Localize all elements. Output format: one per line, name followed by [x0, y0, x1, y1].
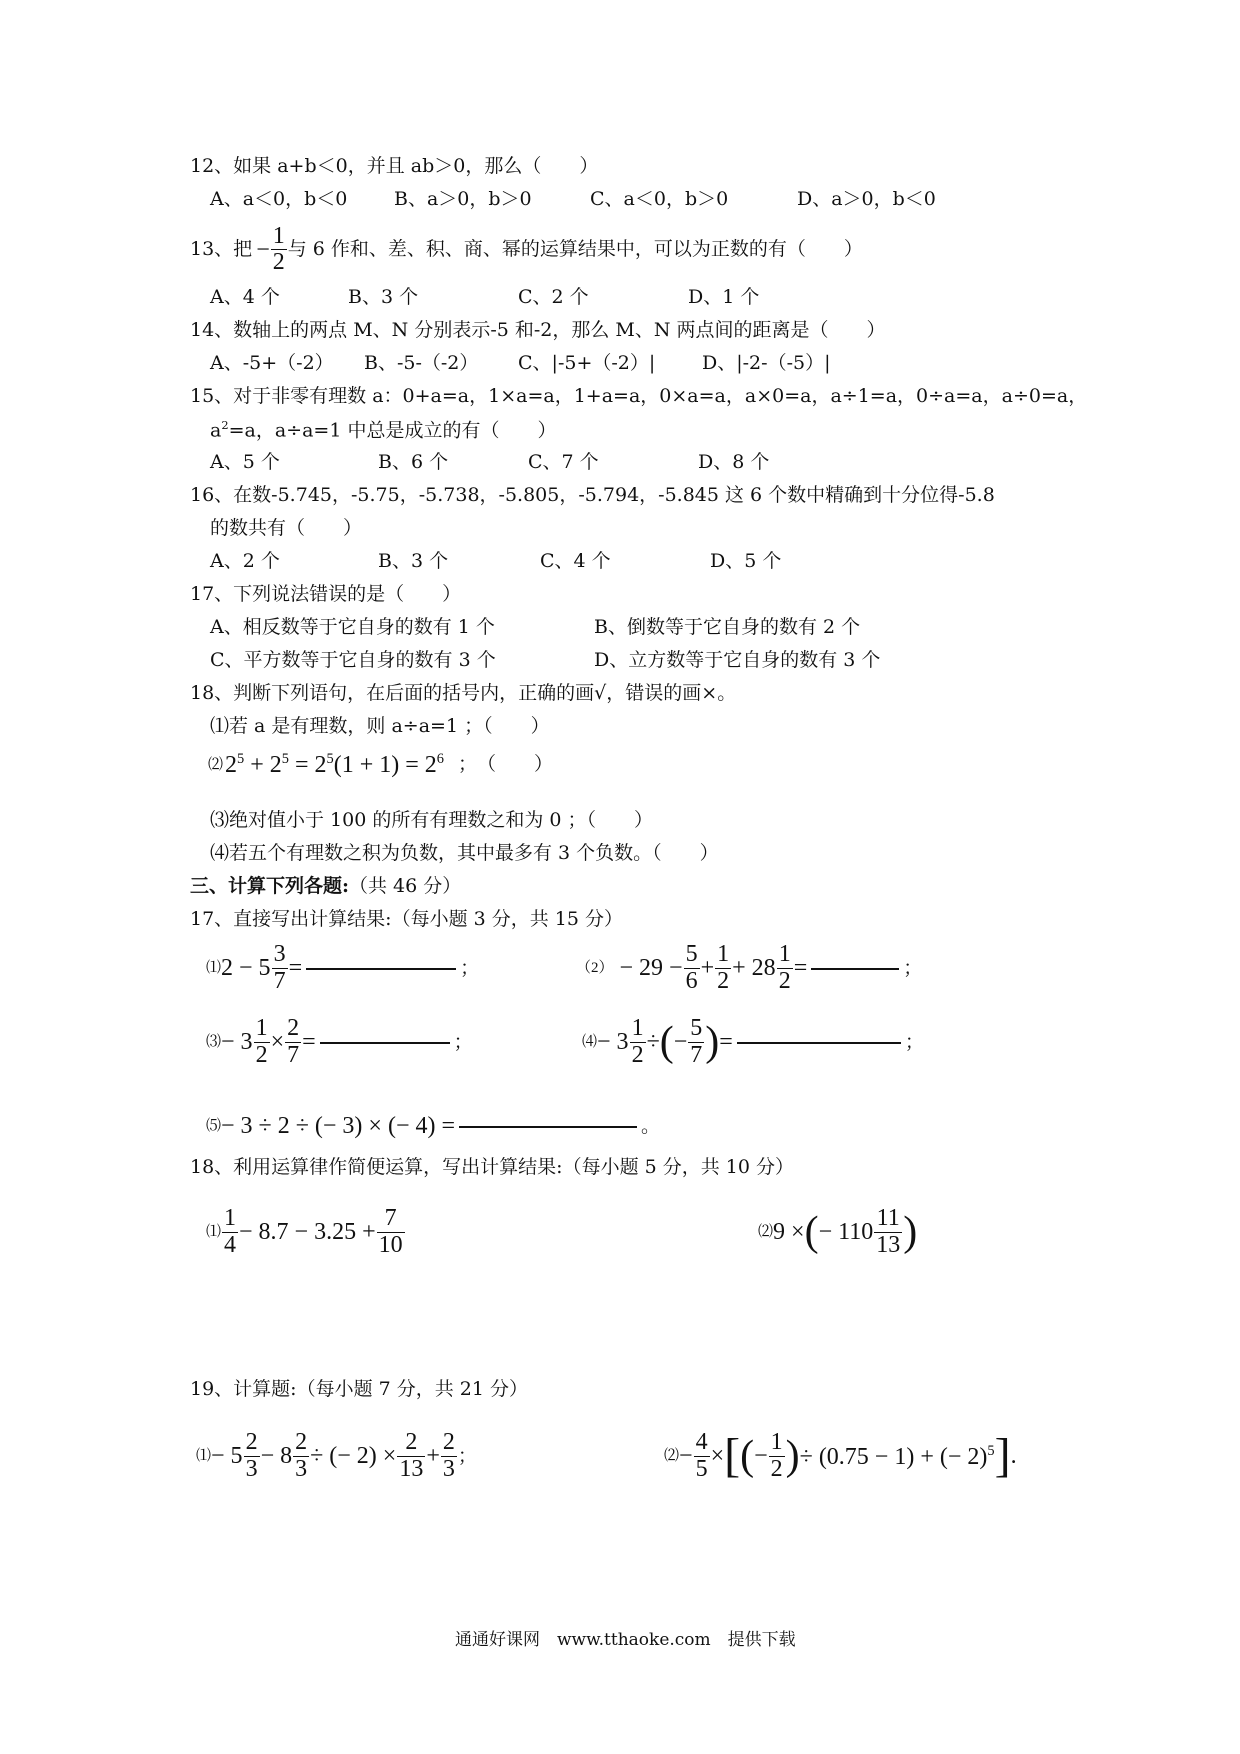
- footer-source: 通通好课网 www.tthaoke.com 提供下载: [455, 1630, 796, 1650]
- q18a-item1: ⑴若 a 是有理数，则 a÷a=1 ；（ ）: [210, 715, 550, 737]
- q17b-item4-label: ⑷: [582, 1033, 598, 1050]
- q17b-item2-label: （2）: [576, 959, 614, 976]
- q14-option-a: A、-5+（-2）: [210, 352, 334, 374]
- q18a-item2-formula: $2^5 + 2^5 = 2^5(1 + 1) = 2^6$: [225, 751, 444, 778]
- q19-item2: ⑵ − $\frac{4}{5}$ × [ ( − $\frac{1}{2}$ ) ÷ (0.75 − 1) + (− 2)$^5$ ] .: [664, 1429, 1017, 1482]
- q17b-item5-label: ⑸: [206, 1117, 222, 1134]
- q19-item1: ⑴ − 5 $\frac{2}{3}$ − 8 $\frac{2}{3}$ ÷ (− 2) × $\frac{2}{13}$ + $\frac{2}{3}$ ；: [196, 1429, 477, 1482]
- q13-prefix: 13、把: [190, 238, 253, 261]
- q12-option-c: C、a＜0，b＞0: [590, 188, 729, 210]
- q16-line2: 的数共有（ ）: [210, 517, 363, 539]
- q18a-item3: ⑶绝对值小于 100 的所有有理数之和为 0 ；（ ）: [210, 809, 654, 831]
- q14-option-c: C、|-5+（-2）|: [518, 352, 656, 374]
- q17b-item4-answer-blank[interactable]: [737, 1041, 901, 1044]
- q19-item2-label: ⑵: [664, 1447, 680, 1464]
- q13-suffix: 与 6 作和、差、积、商、幂的运算结果中，可以为正数的有（ ）: [287, 238, 863, 261]
- q13-option-b: B、3 个: [348, 286, 419, 308]
- q12-stem: 12、如果 a+b＜0，并且 ab＞0，那么（ ）: [190, 155, 599, 177]
- q18a-item2: [208, 752, 553, 777]
- q16-option-b: B、3 个: [378, 550, 449, 572]
- q13-option-d: D、1 个: [688, 286, 760, 308]
- q18a-item4: ⑷若五个有理数之积为负数，其中最多有 3 个负数。（ ）: [210, 842, 719, 864]
- q17b-item4: ⑷ − 3 $\frac{1}{2}$ ÷ ( − $\frac{5}{7}$ ) = ；: [582, 1015, 924, 1068]
- q19-item1-label: ⑴: [196, 1447, 212, 1464]
- q17b-item5: ⑸ − 3 ÷ 2 ÷ (− 3) × (− 4) = 。: [206, 1113, 661, 1139]
- q12-option-a: A、a＜0，b＜0: [210, 188, 348, 210]
- section3-score: （共 46 分）: [349, 875, 462, 897]
- q13-frac-denominator: 2: [272, 249, 285, 276]
- q16-line1: 16、在数-5.745，-5.75，-5.738，-5.805，-5.794，-5.845 这 6 个数中精确到十分位得-5.8: [190, 484, 995, 506]
- q13-option-c: C、2 个: [518, 286, 589, 308]
- q18a-item2-tail: ； （ ）: [457, 753, 553, 775]
- q18a-item2-label: ⑵: [208, 755, 224, 773]
- section3-heading: [190, 877, 461, 896]
- q12-option-d: D、a＞0，b＜0: [797, 188, 936, 210]
- q17b-item3: ⑶ − 3 $\frac{1}{2}$ × $\frac{2}{7}$ = ；: [206, 1015, 473, 1068]
- q17b-item5-answer-blank[interactable]: [459, 1125, 637, 1128]
- q17a-option-c: C、平方数等于它自身的数有 3 个: [210, 649, 496, 671]
- q17b-item1-answer-blank[interactable]: [306, 967, 456, 970]
- q17b-item3-answer-blank[interactable]: [320, 1041, 450, 1044]
- q17a-option-a: A、相反数等于它自身的数有 1 个: [210, 616, 495, 638]
- q14-stem: 14、数轴上的两点 M、N 分别表示-5 和-2，那么 M、N 两点间的距离是（ ）: [190, 319, 886, 341]
- q18b-item2: ⑵ 9 × ( − 110 $\frac{11}{13}$ ): [758, 1205, 918, 1258]
- q13-fraction: [271, 224, 287, 275]
- q15-option-a: A、5 个: [210, 451, 280, 473]
- q17b-item2: （2） − 29 − $\frac{5}{6}$ + $\frac{1}{2}$ + 28 $\frac{1}{2}$ = ；: [576, 941, 923, 994]
- q14-option-d: D、|-2-（-5）|: [702, 352, 831, 374]
- section3-title: 三、计算下列各题:: [190, 875, 350, 897]
- q14-option-b: B、-5-（-2）: [364, 352, 479, 374]
- q13-minus-sign: −: [256, 236, 270, 263]
- q19-stem: 19、计算题:（每小题 7 分，共 21 分）: [190, 1378, 529, 1400]
- q15-option-b: B、6 个: [378, 451, 449, 473]
- q17b-item2-answer-blank[interactable]: [811, 967, 899, 970]
- q15-option-d: D、8 个: [698, 451, 770, 473]
- q13-stem: [190, 224, 863, 275]
- q16-option-d: D、5 个: [710, 550, 782, 572]
- q17b-item1-label: ⑴: [206, 959, 222, 976]
- q18a-stem: 18、判断下列语句，在后面的括号内，正确的画√，错误的画×。: [190, 682, 737, 704]
- q13-option-a: A、4 个: [210, 286, 280, 308]
- q17b-item1: ⑴ 2 − 5 $\frac{3}{7}$ = ；: [206, 941, 480, 994]
- q15-line2: [210, 420, 556, 440]
- q18b-item1-label: ⑴: [206, 1223, 222, 1240]
- q15-line2-exponent: 2: [221, 418, 229, 432]
- q12-option-b: B、a＞0，b＞0: [394, 188, 532, 210]
- q18b-item1: ⑴ $\frac{1}{4}$ − 8.7 − 3.25 + $\frac{7}{10}$: [206, 1205, 403, 1258]
- q15-line2-a: a: [210, 419, 222, 442]
- q18b-item2-label: ⑵: [758, 1223, 774, 1240]
- q15-line2-b: =a，a÷a=1 中总是成立的有（ ）: [228, 419, 557, 442]
- q17b-stem: 17、直接写出计算结果:（每小题 3 分，共 15 分）: [190, 908, 624, 930]
- q17a-option-b: B、倒数等于它自身的数有 2 个: [594, 616, 861, 638]
- q16-option-c: C、4 个: [540, 550, 611, 572]
- q18b-stem: 18、利用运算律作简便运算，写出计算结果:（每小题 5 分，共 10 分）: [190, 1156, 795, 1178]
- q15-option-c: C、7 个: [528, 451, 599, 473]
- q17b-item3-label: ⑶: [206, 1033, 222, 1050]
- q15-line1: 15、对于非零有理数 a：0+a=a，1×a=a，1+a=a，0×a=a，a×0=a，a÷1=a，0÷a=a，a÷0=a，: [190, 385, 1088, 407]
- q13-frac-numerator: 1: [272, 223, 285, 249]
- q16-option-a: A、2 个: [210, 550, 280, 572]
- q17a-option-d: D、立方数等于它自身的数有 3 个: [594, 649, 881, 671]
- q17a-stem: 17、下列说法错误的是（ ）: [190, 583, 462, 605]
